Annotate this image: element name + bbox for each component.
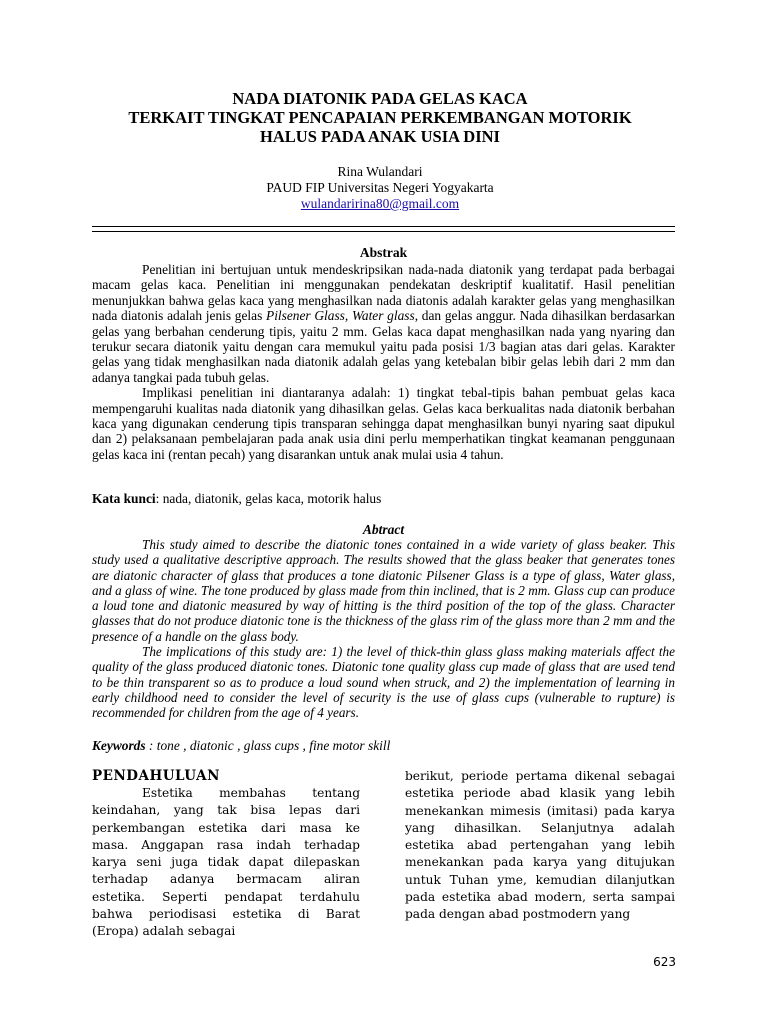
abtract-paragraph-2: The implications of this study are: 1) the level of thick-thin glass glass making materials affect the quality of the glass produced diatonic tones. Diatonic tone quality glass cup made of glass that are used tend to be thin transparent so as to produce a loud sound when struck, and 2) the implementation of learning in early childhood need to consider the level of security is the use of glass cups (vulnerable to rupture) is recommended for children from the age of 4 years.: [92, 644, 675, 721]
abtract-heading: Abtract: [362, 522, 405, 537]
body-column-right: [405, 768, 675, 924]
author-affiliation: PAUD FIP Universitas Negeri Yogyakarta: [266, 180, 494, 195]
abstrak-paragraph-1: Penelitian ini bertujuan untuk mendeskripsikan nada-nada diatonik yang terdapat pada berbagai macam gelas kaca. Penelitian ini menggunakan pendekatan deskriptif kualitatif. Hasil penelitian menunjukkan bahwa gelas kaca yang menghasilkan nada diatonis adalah karakter gelas yang menghasilkan nada diatonis adalah jenis gelas Pilsener Glass, Water glass, dan gelas anggur. Nada dihasilkan berdasarkan gelas yang berbahan cenderung tipis, yaitu 2 mm. Gelas kaca dapat menghasilkan nada yang nyaring dan terukur secara diatonik yaitu dengan cara memukul yaitu pada posisi 1/3 bagian atas dari gelas. Karakter gelas yang tidak menghasilkan nada diatonik adalah gelas yang ketebalan bibir gelas lebih dari 2 mm dan adanya tangkai pada tubuh gelas.: [92, 262, 675, 385]
paper-title: [80, 89, 680, 146]
kata-kunci-label: Kata kunci: [92, 491, 156, 506]
abtract-paragraph-1: This study aimed to describe the diatonic tones contained in a wide variety of glass beaker. This study used a qualitative descriptive approach. The results showed that the glass beaker that generates tones are diatonic character of glass that produces a tone diatonic Pilsener Glass is a type of glass, Water glass, and a glass of wine. The tone produced by glass made from thin inclined, that is 2 mm. Glass cup can produce a loud tone and diatonic measured by way of hitting is the third position of the top of the glass. Character glasses that do not produce diatonic tone is the thickness of the glass rim of the glass more than 2 mm and the presence of a handle on the glass body.: [92, 537, 675, 644]
title-line-2: TERKAIT TINGKAT PENCAPAIAN PERKEMBANGAN MOTORIK: [128, 108, 632, 127]
author-name: Rina Wulandari: [337, 164, 423, 179]
body-column-left: [92, 768, 360, 941]
header-divider-top: [92, 226, 675, 227]
author-block: [80, 164, 680, 212]
title-line-3: HALUS PADA ANAK USIA DINI: [260, 127, 500, 146]
abstrak-paragraph-2: Implikasi penelitian ini diantaranya adalah: 1) tingkat tebal-tipis bahan pembuat gelas kaca mempengaruhi kualitas nada diatonik yang dihasilkan gelas. Gelas kaca berkualitas nada diatonik berbahan kaca yang digunakan cenderung tipis transparan sehingga dapat menghasilkan bunyi nyaring saat dipukul dan 2) pelaksanaan pembelajaran pada anak usia dini perlu memperhatikan tingkat keamanan penggunaan gelas kaca ini (rentan pecah) yang disarankan untuk anak mulai usia 4 tahun.: [92, 385, 675, 462]
abstrak-text: [92, 262, 675, 462]
page-number: 623: [653, 955, 676, 969]
author-email-link[interactable]: wulandaririna80@gmail.com: [300, 196, 460, 211]
body-paragraph-right: berikut, periode pertama dikenal sebagai estetika periode abad klasik yang lebih menekankan mimesis (imitasi) pada karya yang dihasilkan. Selanjutnya adalah estetika abad pertengahan yang lebih menekankan pada karya yang ditujukan untuk Tuhan yme, kemudian dilanjutkan pada estetika abad modern, serta sampai pada dengan abad postmodern yang: [405, 769, 675, 922]
keywords-text: : tone , diatonic , glass cups , fine motor skill: [145, 738, 391, 753]
kata-kunci: [92, 491, 381, 507]
keywords-label: Keywords: [92, 738, 146, 753]
abtract-text: [92, 537, 675, 721]
abstrak-heading: Abstrak: [359, 245, 408, 260]
body-paragraph-left: Estetika membahas tentang keindahan, yang tak bisa lepas dari perkembangan estetika dari masa ke masa. Anggapan rasa indah terhadap karya seni juga tidak dapat dilepaskan terhadap adanya bermacam aliran estetika. Seperti pendapat terdahulu bahwa periodisasi estetika di Barat (Eropa) adalah sebagai: [92, 786, 360, 939]
kata-kunci-text: : nada, diatonik, gelas kaca, motorik halus: [155, 491, 382, 506]
section-heading: PENDAHULUAN: [92, 768, 220, 784]
keywords: [92, 738, 390, 754]
title-line-1: NADA DIATONIK PADA GELAS KACA: [232, 89, 528, 108]
header-divider-bottom: [92, 231, 675, 232]
